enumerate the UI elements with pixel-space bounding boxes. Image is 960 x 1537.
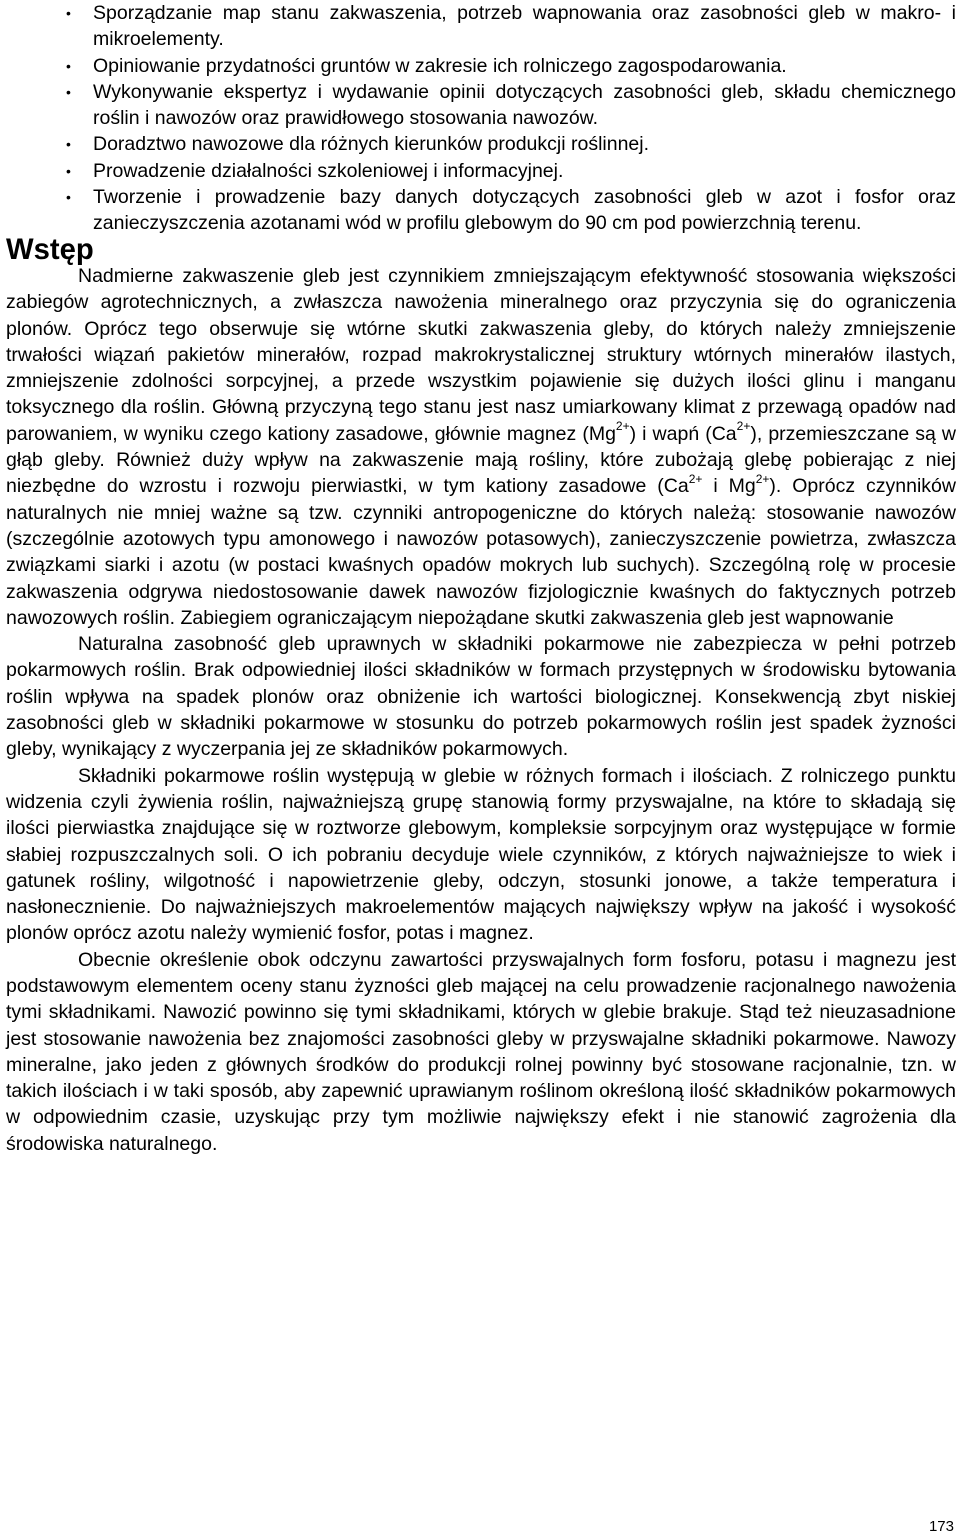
paragraph-text: ). Oprócz czynników naturalnych nie mniej ważne są tzw. czynniki antropogeniczne do których należą: stosowanie nawozów (szczególnie azotowych typu amonowego i nawozów potasowych), zanieczyszczenie powietrza, zwłaszcza związkami siarki i azotu (w postaci kwaśnych opadów mokrych lub suchych). Szczególną rolę w procesie zakwaszenia odgrywa niedostosowanie dawek nawozów fizjologicznie kwaśnych do faktycznych potrzeb nawozowych roślin. Zabiegiem ograniczającym niepożądane skutki zakwaszenia gleb jest wapnowanie — [6, 475, 956, 629]
paragraph — [6, 263, 956, 631]
paragraph-text: Nadmierne zakwaszenie gleb jest czynnikiem zmniejszającym efektywność stosowania większości zabiegów agrotechnicznych, a zwłaszcza nawożenia mineralnego oraz przyczynia się do ograniczenia plonów. Oprócz tego obserwuje się wtórne skutki zakwaszenia gleby, do których należy zmniejszenie trwałości wiązań pakietów minerałów, rozpad makrokrystalicznej struktury wtórnych minerałów ilastych, zmniejszenie zdolności sorpcyjnej, a przede wszystkim pojawienie się dużych ilości glinu i manganu toksycznego dla roślin. Główną przyczyną tego stanu jest nasz umiarkowany klimat z przewagą opadów nad parowaniem, w wyniku czego kationy zasadowe, głównie magnez (Mg — [6, 264, 956, 445]
superscript: 2+ — [688, 471, 703, 486]
paragraph: Składniki pokarmowe roślin występują w glebie w różnych formach i ilościach. Z rolniczego punktu widzenia czyli żywienia roślin, najważniejszą grupę stanowią formy przyswajalne, na które to składają się ilości pierwiastka znajdujące się w roztworze glebowym, kompleksie sorpcyjnym oraz występujące w formie słabiej rozpuszczalnych soli. O ich pobraniu decyduje wiele czynników, z których najważniejsze to wiek i gatunek rośliny, wilgotność i napowietrzenie gleby, odczyn, stosunki jonowe, a także temperatura i nasłonecznienie. Do najważniejszych makroelementów mających największy wpływ na jakość i wysokość plonów oprócz azotu należy wymienić fosfor, potas i magnez. — [6, 764, 956, 945]
bullet-list — [6, 0, 956, 237]
superscript: 2+ — [736, 419, 751, 434]
list-item — [6, 0, 956, 53]
section-title: Wstęp — [6, 233, 94, 266]
paragraph: Naturalna zasobność gleb uprawnych w składniki pokarmowe nie zabezpiecza w pełni potrzeb pokarmowych roślin. Brak odpowiedniej ilości składników w formach przystępnych w środowisku bytowania roślin wpływa na spadek plonów oraz obniżenie ich wartości biologicznej. Konsekwencją zbyt niskiej zasobności gleb w składniki pokarmowe w stosunku do potrzeb pokarmowych roślin jest spadek żyzności gleby, wynikający z wyczerpania jej ze składników pokarmowych. — [6, 633, 956, 761]
paragraph-text: i Mg — [702, 475, 756, 498]
document-page — [6, 0, 956, 1157]
bullet-icon: • — [66, 57, 71, 74]
bullet-icon: • — [66, 162, 71, 179]
paragraph-text: ), przemieszczane są w głąb gleby. Również duży wpływ na zakwaszenie mają rośliny, które zubożają glebę pobierając z niej niezbędne do wzrostu i rozwoju pierwiastki, w tym kationy zasadowe (Ca — [6, 422, 956, 498]
list-item-text: Doradztwo nawozowe dla różnych kierunków produkcji roślinnej. — [93, 133, 650, 156]
list-item-text: Opiniowanie przydatności gruntów w zakresie ich rolniczego zagospodarowania. — [93, 54, 787, 77]
list-item-text: Prowadzenie działalności szkoleniowej i informacyjnej. — [93, 159, 564, 182]
bullet-icon: • — [66, 83, 71, 100]
paragraph: Obecnie określenie obok odczynu zawartości przyswajalnych form fosforu, potasu i magnezu jest podstawowym elementem oceny stanu żyzności gleb mającej na celu prowadzenie racjonalnego nawożenia tymi składnikami. Nawozić powinno się tymi składnikami, których w glebie brakuje. Stąd też nieuzasadnione jest stosowanie nawożenia bez znajomości zasobności gleby w przyswajalne składniki pokarmowe. Nawozy mineralne, jako jeden z głównych środków do produkcji rolnej powinny być stosowane racjonalnie, tzn. w takich ilościach i w taki sposób, aby zapewnić uprawianym roślinom określoną ilość składników pokarmowych w odpowiednim czasie, uzyskując przy tym możliwie największy efekt i nie stanowić zagrożenia dla środowiska naturalnego. — [6, 948, 956, 1155]
list-item-text: Sporządzanie map stanu zakwaszenia, potrzeb wapnowania oraz zasobności gleb w makro- i mikroelementy. — [93, 2, 956, 51]
paragraph-text: ) i wapń (Ca — [629, 422, 737, 445]
superscript: 2+ — [615, 419, 630, 434]
bullet-icon: • — [66, 5, 71, 21]
superscript: 2+ — [755, 471, 770, 486]
list-item — [6, 53, 956, 79]
page-number: 173 — [928, 1518, 954, 1535]
list-item — [6, 131, 956, 157]
list-item — [6, 79, 956, 132]
list-item-text: Tworzenie i prowadzenie bazy danych dotyczących zasobności gleb w azot i fosfor oraz zanieczyszczenia azotanami wód w profilu glebowym do 90 cm pod powierzchnią terenu. — [93, 186, 956, 235]
bullet-icon: • — [66, 189, 71, 206]
list-item — [6, 184, 956, 237]
list-item-text: Wykonywanie ekspertyz i wydawanie opinii dotyczących zasobności gleb, składu chemicznego roślin i nawozów oraz prawidłowego stosowania nawozów. — [93, 80, 956, 130]
bullet-icon: • — [66, 136, 71, 153]
list-item — [6, 158, 956, 184]
